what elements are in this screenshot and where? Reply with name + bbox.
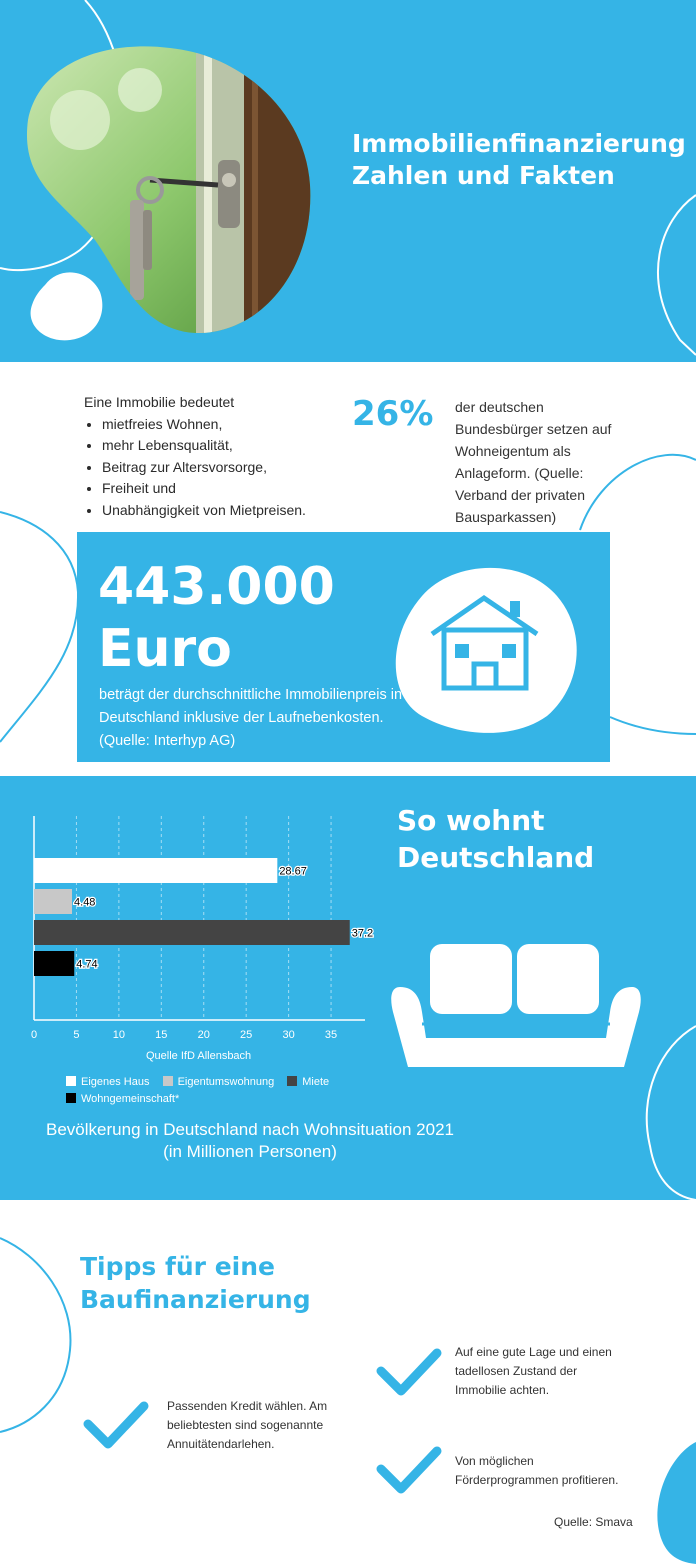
tick-label: 5	[73, 1029, 80, 1041]
page-title	[352, 128, 686, 192]
living-title	[397, 802, 594, 876]
header-section	[0, 0, 696, 362]
price-text: beträgt der durchschnittliche Immobilienpreis in Deutschland inklusive der Laufnebenkosten. (Quelle: Interhyp AG)	[99, 687, 403, 749]
benefits-intro: Eine Immobilie bedeutet	[84, 394, 235, 410]
data-label: 4.48	[74, 896, 96, 909]
data-label: 28.67	[279, 865, 307, 878]
tip-3: Von möglichen Förderprogrammen profitieren.	[455, 1454, 619, 1487]
bar	[34, 889, 72, 914]
sofa-icon	[390, 942, 642, 1072]
tick-label: 15	[155, 1029, 168, 1041]
tick-label: 35	[324, 1029, 338, 1041]
legend-item	[287, 1074, 329, 1091]
tick-label: 25	[240, 1029, 253, 1041]
living-title-line1: So wohnt	[397, 804, 545, 837]
legend-item	[66, 1091, 179, 1108]
benefits-list	[84, 414, 306, 522]
tips-title	[80, 1250, 311, 1316]
check-icon	[373, 1443, 445, 1499]
stat-percent: 26%	[352, 394, 434, 434]
list-item: • mietfreies Wohnen,	[102, 414, 306, 436]
list-item: • mehr Lebensqualität,	[102, 435, 306, 457]
legend-label: Miete	[302, 1076, 330, 1088]
bar	[34, 858, 277, 883]
check-icon	[373, 1345, 445, 1401]
data-label: 37.2	[351, 927, 374, 940]
legend-label: Eigenes Haus	[81, 1076, 150, 1088]
tip-2: Auf eine gute Lage und einen tadellosen Zustand der Immobilie achten.	[455, 1345, 612, 1397]
list-item: • Unabhängigkeit von Mietpreisen.	[102, 500, 306, 522]
tips-title-line1: Tipps für eine	[80, 1252, 275, 1281]
benefits-block	[84, 392, 306, 521]
chart-legend	[66, 1074, 366, 1108]
living-title-line2: Deutschland	[397, 841, 595, 874]
tick-label: 30	[282, 1029, 295, 1041]
title-line1: Immobilienfinanzierung	[352, 129, 686, 158]
tick-label: 0	[30, 1029, 38, 1041]
data-label: 4.74	[76, 958, 98, 971]
tip-1: Passenden Kredit wählen. Am beliebtesten sind sogenannte Annuitätendarlehen.	[167, 1399, 328, 1451]
price-amount	[98, 556, 335, 680]
living-chart	[0, 776, 400, 1066]
tick-label: 20	[197, 1029, 210, 1041]
list-item: • Beitrag zur Altersvorsorge,	[102, 457, 306, 479]
list-item: • Freiheit und	[102, 478, 306, 500]
legend-label: Eigentumswohnung	[177, 1076, 275, 1088]
tips-source: Quelle: Smava	[554, 1515, 633, 1529]
legend-item	[66, 1074, 150, 1091]
tick-label: 10	[112, 1029, 125, 1041]
legend-label: Wohngemeinschaft*	[81, 1093, 180, 1105]
chart-xlabel: Quelle IfD Allensbach	[146, 1050, 252, 1062]
chart-caption: Bevölkerung in Deutschland nach Wohnsituation 2021 (in Millionen Personen)	[46, 1120, 454, 1161]
stat-text: der deutschen Bundesbürger setzen auf Wohneigentum als Anlageform. (Quelle: Verband der privaten Bausparkassen)	[455, 399, 612, 525]
tips-title-line2: Baufinanzierung	[80, 1285, 311, 1314]
check-icon	[80, 1398, 152, 1454]
bar	[34, 920, 350, 945]
price-amount-unit: Euro	[98, 619, 232, 679]
price-amount-value: 443.000	[98, 557, 335, 617]
legend-item	[163, 1074, 275, 1091]
title-line2: Zahlen und Fakten	[352, 161, 615, 190]
bar	[34, 951, 74, 976]
